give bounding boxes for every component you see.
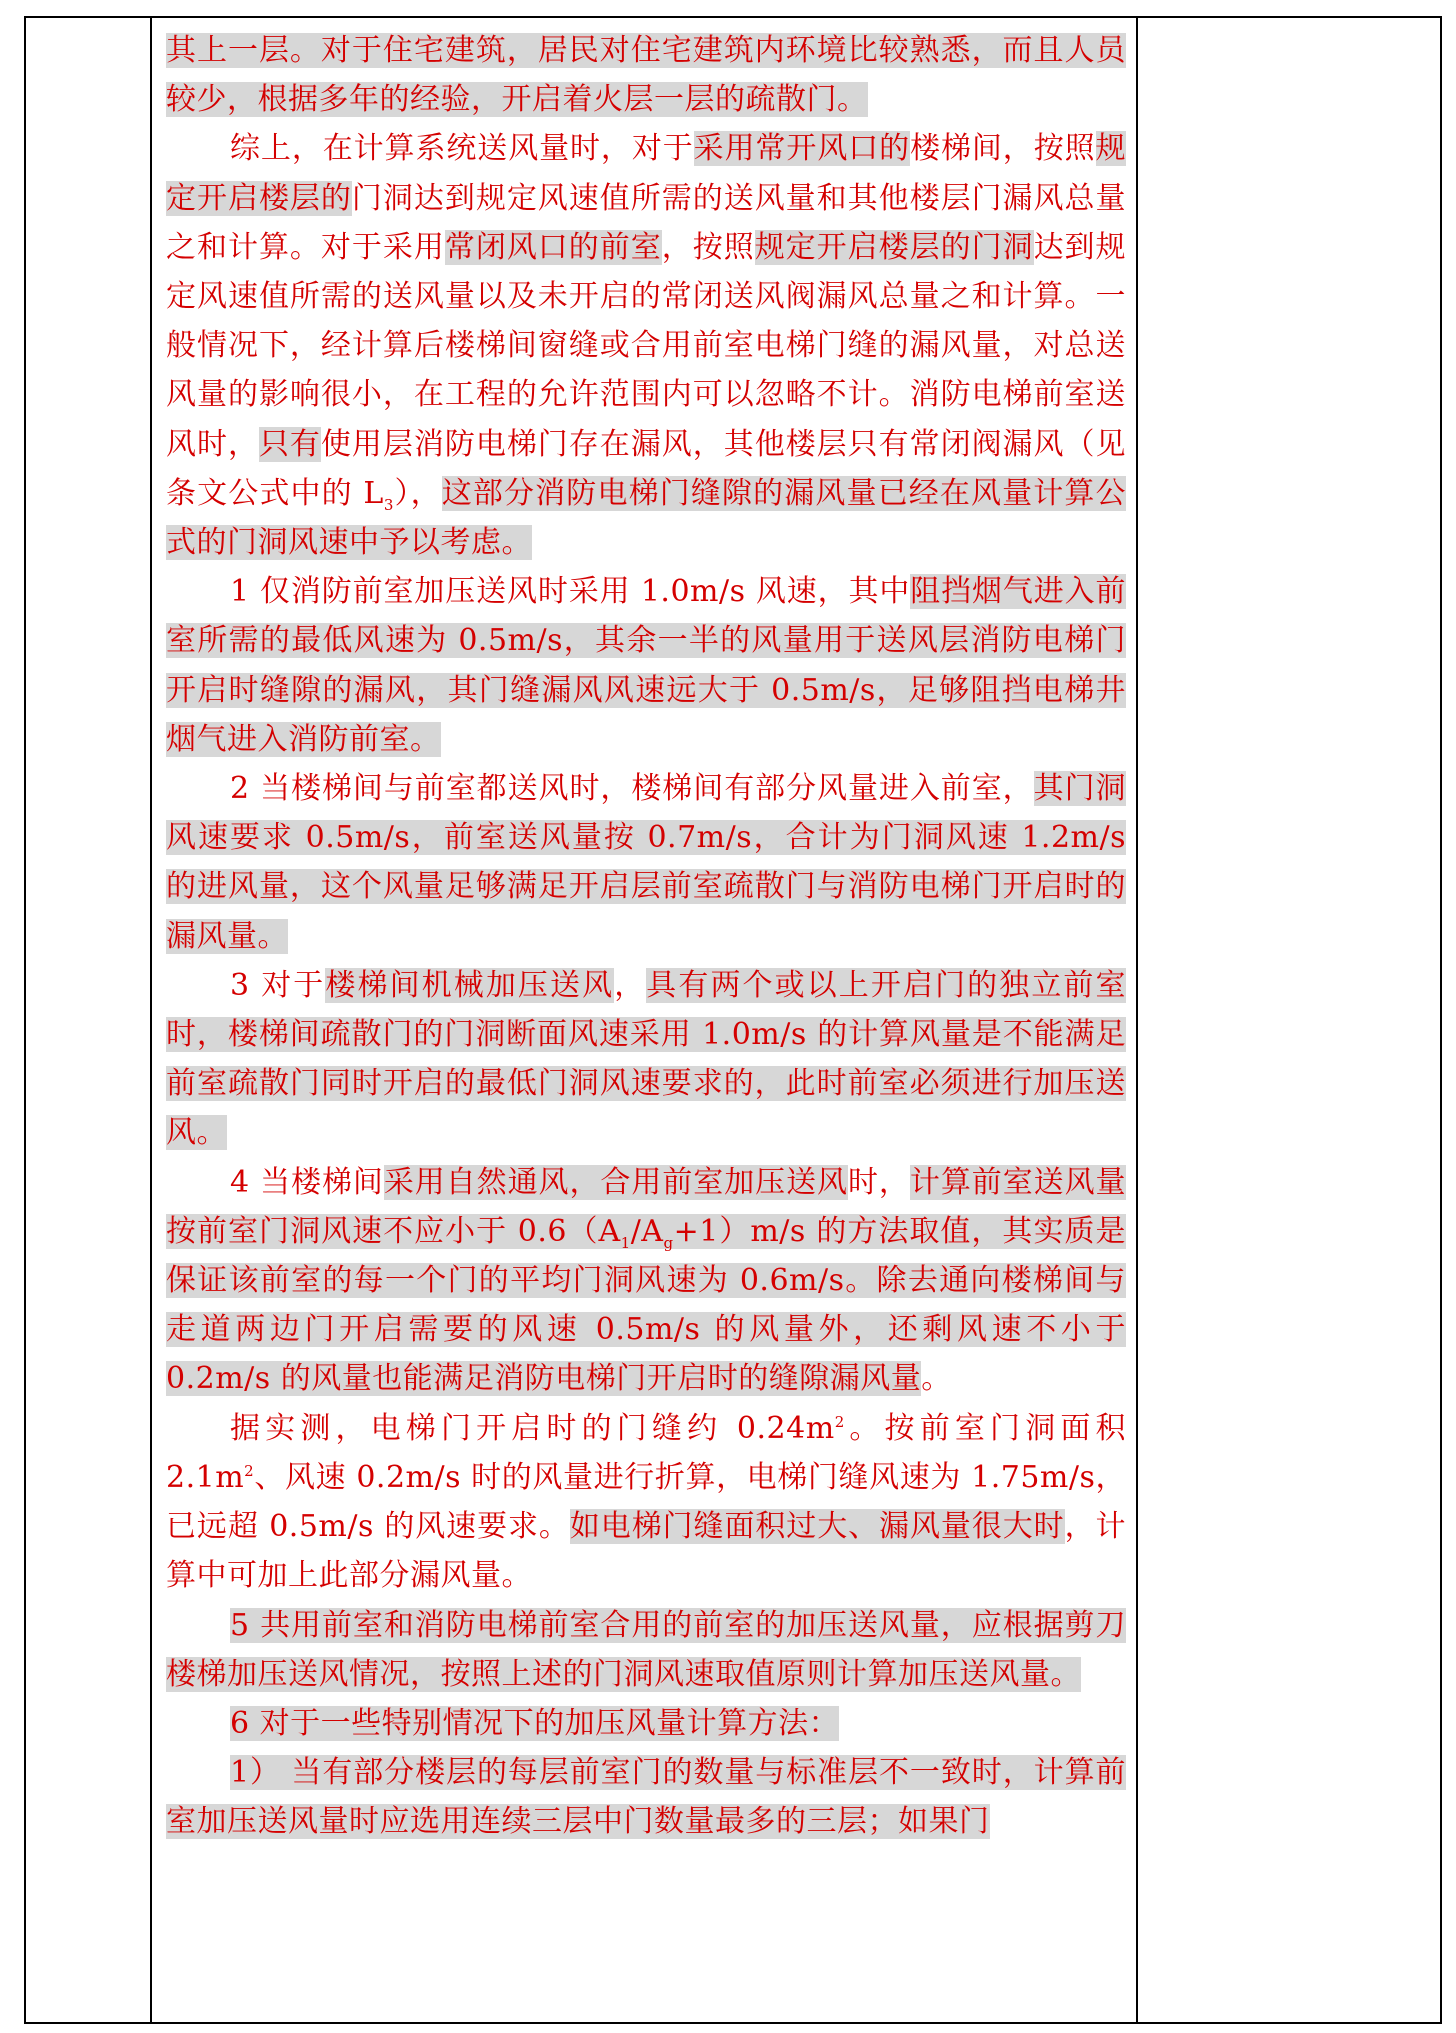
paragraph-summary [166, 124, 1126, 567]
content-cell [166, 26, 1126, 2021]
subscript: 3 [383, 495, 394, 514]
highlighted-segment: 阻挡烟气进入前室所需的最低风速为 0.5m/s，其余一半的风量用于送风层消防电梯门开启时缝隙的漏风，其门缝漏风风速远大于 0.5m/s，足够阻挡电梯井烟气进入消防前室。 [166, 574, 1126, 757]
superscript: 2 [244, 1461, 255, 1480]
text-segment: 3 对于 [230, 967, 326, 1003]
paragraph-item-5 [166, 1601, 1126, 1699]
subscript: 1 [620, 1233, 631, 1252]
text-segment: 4 当楼梯间 [230, 1164, 384, 1200]
paragraph-item-2 [166, 764, 1126, 961]
highlighted-segment: 如电梯门缝面积过大、漏风量很大时 [569, 1509, 1065, 1545]
highlighted-segment: 规定开启楼层的门洞 [754, 229, 1034, 265]
paragraph-item-6-1 [166, 1748, 1126, 1846]
text-segment: /A [630, 1213, 664, 1249]
text-segment: 据实测，电梯门开启时的门缝约 0.24m [230, 1410, 835, 1446]
highlighted-segment: 这个风量足够满足开启层前室疏散门与消防电梯门开启时的漏风量。 [166, 869, 1126, 954]
text-segment: 时， [847, 1164, 910, 1200]
highlighted-segment: 5 共用前室和消防电梯前室合用的前室的加压送风量，应根据剪刀楼梯加压送风情况，按照上述的门洞风速取值原则计算加压送风量。 [166, 1607, 1126, 1692]
text-segment: ，计算中可加上此部分漏风量。 [166, 1509, 1126, 1594]
document-table [24, 16, 1442, 2024]
highlighted-segment: 这部分消防电梯门缝隙的漏风量已经在风量计算公式的门洞风速中予以考虑。 [166, 475, 1126, 561]
highlighted-segment: 6 对于一些特别情况下的加压风量计算方法： [230, 1705, 840, 1741]
text-segment: 1 仅消防前室加压送风时采用 1.0m/s 风速，其中 [230, 574, 911, 610]
text-segment: 楼梯间，按照 [910, 131, 1096, 167]
highlighted-segment: 其门洞风速要求 0.5m/s，前室送风量按 0.7m/s，合计为门洞风速 1.2m/s 的进风量， [166, 771, 1126, 905]
text-segment: ， [614, 967, 647, 1003]
text-segment: 达到规定风速值所需的送风量以及未开启的常闭送风阀漏风总量之和计算。一般情况下，经计算后楼梯间窗缝或合用前室电梯门缝的漏风量，对总送风量的影响很小，在工程的允许范围内可以忽略不计。消防电梯前室送风时， [166, 229, 1126, 462]
paragraph-item-1 [166, 567, 1126, 764]
paragraph-item-4 [166, 1158, 1126, 1404]
text-segment: 、风速 0.2m/s 时的风量进行折算，电梯门缝风速为 1.75m/s，已远超 0.5m/s 的风速要求。 [166, 1459, 1126, 1545]
text-segment: 2 当楼梯间与前室都送风时，楼梯间有部分风量进入前室， [230, 771, 1034, 807]
highlighted-segment: 规定开启楼层的 [166, 131, 1126, 216]
text-segment: ）， [393, 475, 442, 511]
table-column-divider-right [1136, 18, 1138, 2022]
paragraph-measurement [166, 1404, 1126, 1601]
highlighted-segment: 1） 当有部分楼层的每层前室门的数量与标准层不一致时，计算前室加压送风量时应选用连续三层中门数量最多的三层；如果门 [166, 1755, 1126, 1840]
text-segment: 计算前室送风量按前室门洞风速不应小于 0.6（A [166, 1164, 1126, 1249]
paragraph-residential-note [166, 26, 1126, 124]
subscript: g [663, 1233, 674, 1252]
paragraph-item-6 [166, 1699, 1126, 1748]
text-segment: 综上，在计算系统送风量时，对于 [230, 131, 694, 167]
paragraph-item-3 [166, 961, 1126, 1158]
text-segment: 门洞达到规定风速值所需的送风量和其他楼层门漏风总量之和计算。对于采用 [166, 180, 1126, 265]
table-column-divider-left [150, 18, 152, 2022]
text-segment: 使用层消防电梯门存在漏风，其他楼层只有常闭阀漏风（见条文公式中的 L [166, 426, 1126, 511]
highlighted-segment: 具有两个或以上开启门的独立前室时，楼梯间疏散门的门洞断面风速采用 1.0m/s 的计算风量是不能满足前室疏散门同时开启的最低门洞风速要求的，此时前室必须进行加压送风。 [166, 967, 1126, 1151]
highlighted-segment: 常闭风口的前室 [444, 229, 662, 265]
text-segment: 其上一层。对于住宅建筑，居民对住宅建筑内环境比较熟悉，而且人员较少，根据多年的经验，开启着火层一层的疏散门。 [166, 33, 1126, 118]
highlighted-segment: 采用常开风口的 [693, 131, 911, 167]
highlighted-segment: 只有 [258, 426, 321, 462]
highlighted-segment: 采用自然通风，合用前室加压送风 [383, 1164, 848, 1200]
text-segment: 。按前室门洞面积 2.1m [166, 1410, 1126, 1495]
highlighted-segment: 楼梯间机械加压送风 [325, 967, 615, 1003]
superscript: 2 [834, 1412, 845, 1431]
text-segment: ，按照 [661, 229, 755, 265]
text-segment: +1）m/s 的方法取值，其实质是保证该前室的每一个门的平均门洞风速为 0.6m/s。除去通向楼梯间与走道两边门开启需要的风速 0.5m/s 的风量外，还剩风速不小于 0.2m/s 的风量也能满足消防电梯门开启时的缝隙漏风量 [166, 1213, 1126, 1397]
text-segment: 。 [921, 1361, 952, 1397]
